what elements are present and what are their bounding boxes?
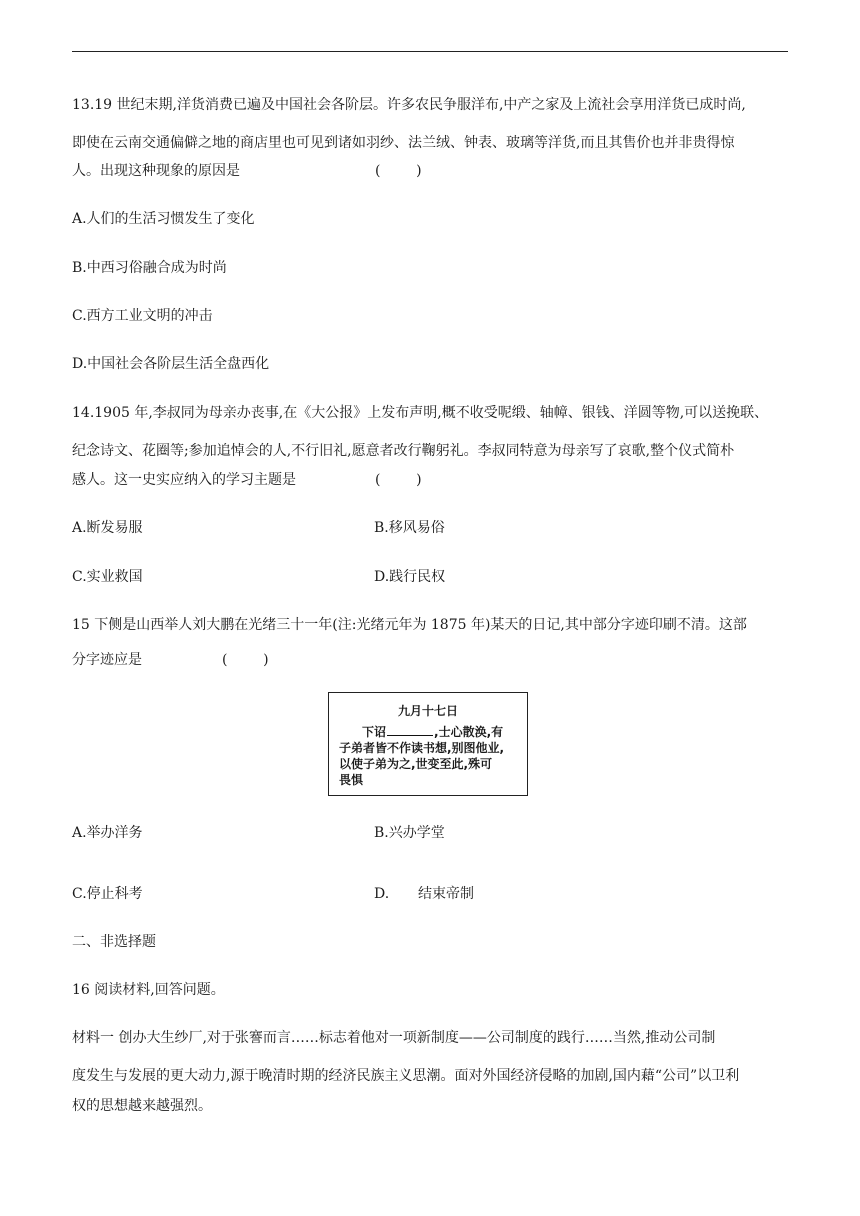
q16-material-line-3: 权的思想越来越强烈。 [72,1098,212,1114]
q13-option-b: B.中西习俗融合成为时尚 [72,260,227,276]
q15-option-c: C.停止科考 [72,886,143,902]
q14-text-line-2: 纪念诗文、花圈等;参加追悼会的人,不行旧礼,愿意者改行鞠躬礼。李叔同特意为母亲写了哀歌,整个仪式简朴 [72,443,735,459]
q15-option-d-letter: D. [374,886,390,902]
q15-option-d-text: 结束帝制 [418,886,474,902]
diary-line-1 [362,724,503,740]
q13-option-d: D.中国社会各阶层生活全盘西化 [72,356,270,372]
diary-line-1-end: ,士心散涣,有 [434,725,504,739]
diary-illegible-blank [387,725,433,736]
q15-text-line-1: 15 下侧是山西举人刘大鹏在光绪三十一年(注:光绪元年为 1875 年)某天的日记,其中部分字迹印刷不清。这部 [72,617,747,633]
diary-date-title: 九月十七日 [397,704,458,718]
diary-line-4: 畏惧 [339,773,364,787]
diary-line-2: 子弟者皆不作读书想,别图他业, [339,741,505,755]
section-heading-non-choice: 二、非选择题 [72,934,156,950]
q16-material-line-2: 度发生与发展的更大动力,源于晚清时期的经济民族主义思潮。面对外国经济侵略的加剧,国内藉“公司”以卫利 [72,1068,740,1084]
q13-answer-bracket: ( ) [375,163,422,179]
q14-option-d: D.践行民权 [374,569,446,585]
q15-option-b: B.兴办学堂 [374,825,445,841]
q15-text-line-2: 分字迹应是 [72,652,142,668]
q14-text-line-1: 14.1905 年,李叔同为母亲办丧事,在《大公报》上发布声明,概不收受呢缎、轴幛、银钱、洋圆等物,可以送挽联、 [72,405,769,421]
q13-option-a: A.人们的生活习惯发生了变化 [72,211,255,227]
q13-text-line-3: 人。出现这种现象的原因是 [72,163,240,179]
q13-text-line-1: 13.19 世纪末期,洋货消费已遍及中国社会各阶层。许多农民争服洋布,中产之家及上流社会享用洋货已成时尚, [72,97,746,113]
q16-material-line-1: 材料一 创办大生纱厂,对于张謇而言……标志着他对一项新制度——公司制度的践行……当然,推动公司制 [72,1030,716,1046]
q15-option-a: A.举办洋务 [72,825,143,841]
q13-text-line-2: 即使在云南交通偏僻之地的商店里也可见到诸如羽纱、法兰绒、钟表、玻璃等洋货,而且其售价也并非贵得惊 [72,135,735,151]
q16-intro: 16 阅读材料,回答问题。 [72,982,225,998]
q14-option-b: B.移风易俗 [374,520,445,536]
q14-option-a: A.断发易服 [72,520,143,536]
q15-answer-bracket: ( ) [222,652,269,668]
diary-excerpt-box [328,692,528,796]
q13-option-c: C.西方工业文明的冲击 [72,308,213,324]
q14-answer-bracket: ( ) [375,472,422,488]
q14-option-c: C.实业救国 [72,569,143,585]
q14-text-line-3: 感人。这一史实应纳入的学习主题是 [72,472,296,488]
header-rule [72,51,788,52]
diary-line-3: 以使子弟为之,世变至此,殊可 [339,757,493,771]
diary-line-1-start: 下诏 [362,725,387,739]
